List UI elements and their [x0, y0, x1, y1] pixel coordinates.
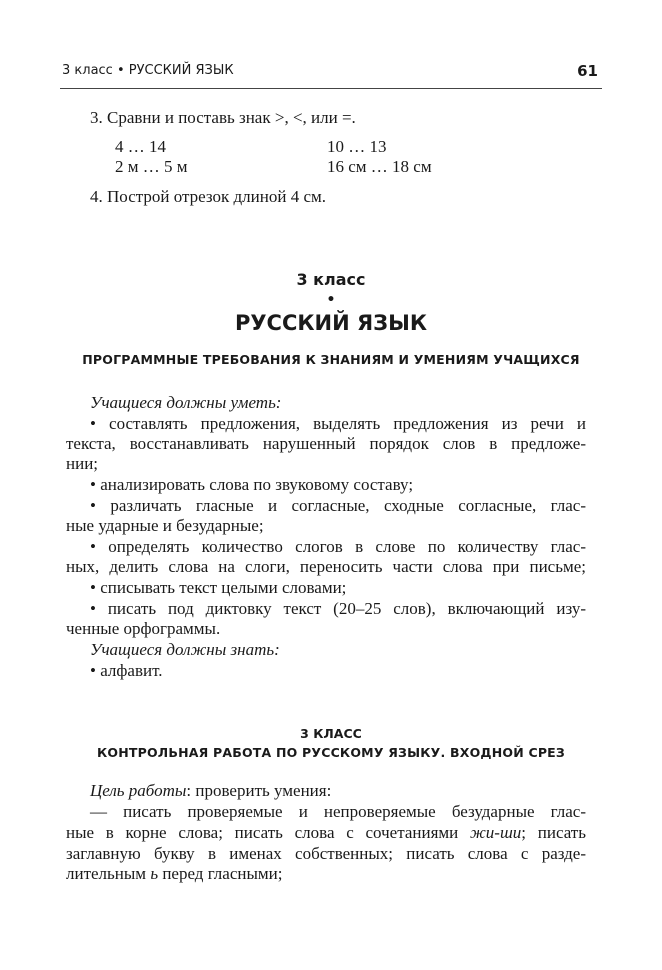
- goal-label: Цель работы: [90, 781, 187, 800]
- goal-text-part: ; писать: [521, 823, 586, 842]
- requirements-heading: ПРОГРАММНЫЕ ТРЕБОВАНИЯ К ЗНАНИЯМ И УМЕНИЯМ УЧАЩИХСЯ: [82, 352, 580, 367]
- page-number: 61: [577, 62, 598, 80]
- section-2-grade-heading: 3 КЛАСС: [300, 726, 362, 741]
- goal-text-line: [66, 823, 586, 845]
- requirement-line: ченные орфограммы.: [66, 619, 221, 638]
- requirement-line: • списывать текст целыми словами;: [90, 578, 347, 597]
- comparison-r1c2: 10 … 13: [327, 137, 387, 156]
- task-4-text: 4. Построй отрезок длиной 4 см.: [90, 187, 326, 206]
- requirement-line: • анализировать слова по звуковому составу;: [90, 475, 414, 494]
- goal-rest: : проверить умения:: [186, 781, 332, 800]
- comparison-r2c1: 2 м … 5 м: [115, 157, 188, 176]
- goal-text-line: [66, 864, 282, 884]
- comparison-r1c1: 4 … 14: [115, 137, 166, 156]
- subject-heading: РУССКИЙ ЯЗЫК: [234, 311, 428, 335]
- requirement-line: нии;: [66, 454, 99, 473]
- must-know-label: Учащиеся должны знать:: [90, 640, 280, 659]
- goal-text-part: лительным: [66, 864, 151, 883]
- requirement-line: • писать под диктовку текст (20–25 слов), включающий изу-: [90, 599, 586, 618]
- goal-text-italic: ь: [150, 864, 159, 883]
- goal-text-line: заглавную букву в именах собственных; писать слова с разде-: [66, 844, 586, 863]
- goal-text-part: перед гласными;: [158, 864, 283, 883]
- heading-bullet: •: [326, 292, 336, 308]
- requirement-line: • составлять предложения, выделять предложения из речи и: [90, 414, 586, 433]
- section-2-title: КОНТРОЛЬНАЯ РАБОТА ПО РУССКОМУ ЯЗЫКУ. ВХОДНОЙ СРЕЗ: [96, 745, 566, 760]
- know-item: • алфавит.: [90, 661, 163, 680]
- requirement-line: • различать гласные и согласные, сходные согласные, глас-: [90, 496, 586, 515]
- requirement-line: • определять количество слогов в слове по количеству глас-: [90, 537, 586, 556]
- task-3-text: 3. Сравни и поставь знак >, <, или =.: [90, 108, 356, 127]
- requirement-line: ные ударные и безударные;: [66, 516, 264, 535]
- must-be-able-label: Учащиеся должны уметь:: [90, 393, 282, 412]
- grade-heading: 3 класс: [296, 270, 366, 289]
- goal-text-line: — писать проверяемые и непроверяемые безударные глас-: [90, 802, 586, 821]
- goal-text-italic: жи-ши: [469, 823, 522, 842]
- running-header-title: 3 класс • РУССКИЙ ЯЗЫК: [62, 63, 234, 78]
- comparison-r2c2: 16 см … 18 см: [327, 157, 432, 176]
- goal-text-part: ные в корне слова; писать слова с сочетаниями: [66, 823, 470, 842]
- requirement-line: текста, восстанавливать нарушенный порядок слов в предложе-: [66, 434, 586, 453]
- goal-line: [90, 781, 331, 801]
- header-divider: [60, 88, 602, 89]
- requirement-line: ных, делить слова на слоги, переносить части слова при письме;: [66, 557, 586, 576]
